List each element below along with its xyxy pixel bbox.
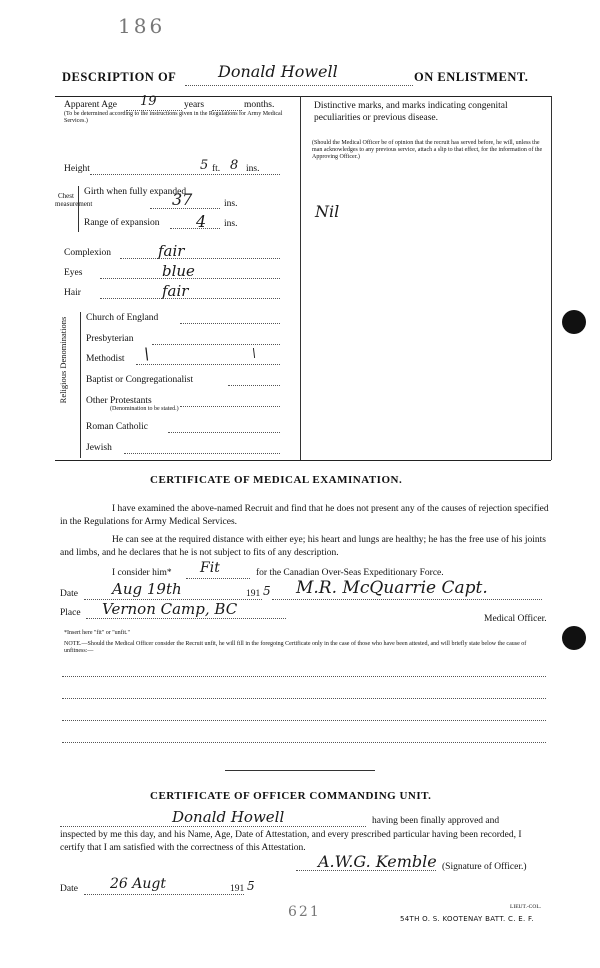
- commanding-officer-signature: A.W.G. Kemble: [318, 852, 437, 871]
- religion-other-protestants: Other Protestants: [86, 396, 152, 406]
- medical-place-label: Place: [60, 608, 81, 618]
- chest-range-label: Range of expansion: [84, 218, 160, 228]
- commanding-date-value: 26 Augt: [110, 876, 166, 892]
- hair-label: Hair: [64, 288, 81, 298]
- chest-girth-label: Girth when fully expanded: [84, 187, 187, 197]
- height-label: Height: [64, 164, 90, 174]
- commanding-paragraph-a: having been finally approved and: [372, 816, 500, 826]
- commanding-certificate-heading: CERTIFICATE OF OFFICER COMMANDING UNIT.: [150, 790, 432, 802]
- commanding-year-digit: 5: [247, 879, 255, 893]
- medical-paragraph-2: He can see at the required distance with either eye; his heart and lungs are healthy; he has the free use of his joints and limbs, and he declares that he is not subject to fits of any description.: [60, 535, 546, 558]
- height-feet-label: ft.: [212, 164, 221, 174]
- chest-measurement-label: Chest measurement: [55, 192, 93, 208]
- medical-year-prefix: 191: [246, 589, 261, 599]
- medical-date-label: Date: [60, 589, 78, 599]
- description-title-left: DESCRIPTION OF: [62, 70, 177, 84]
- chest-range-value: 4: [196, 212, 207, 231]
- religion-methodist-mark-2: \: [252, 346, 257, 360]
- medical-paragraph-1: I have examined the above-named Recruit and find that he does not present any of the causes of rejection specified in the Regulations for Army Medical Services.: [60, 504, 549, 527]
- chest-girth-value: 37: [172, 190, 193, 209]
- binder-hole-top: [562, 310, 586, 334]
- description-title-right: ON ENLISTMENT.: [414, 70, 529, 84]
- battalion-footer: 54TH O. S. KOOTENAY BATT. C. E. F.: [400, 915, 534, 923]
- age-years-label: years: [184, 100, 205, 110]
- chest-range-unit: ins.: [224, 219, 238, 229]
- chest-girth-unit: ins.: [224, 199, 238, 209]
- medical-officer-label: Medical Officer.: [484, 614, 547, 624]
- religion-presbyterian: Presbyterian: [86, 334, 134, 344]
- medical-officer-signature: M.R. McQuarrie Capt.: [296, 578, 488, 598]
- age-months-label: months.: [244, 100, 275, 110]
- commanding-date-label: Date: [60, 884, 78, 894]
- religious-denominations-label: Religious Denominations: [58, 316, 68, 404]
- age-value: 19: [140, 94, 157, 109]
- consider-label: I consider him*: [112, 568, 172, 578]
- consider-force-label: for the Canadian Over-Seas Expeditionary Force.: [256, 568, 444, 578]
- medical-year-digit: 5: [263, 584, 271, 598]
- page-number: 186: [118, 14, 166, 38]
- distinctive-marks-label: Distinctive marks, and marks indicating congenital peculiarities or previous disease.: [314, 101, 508, 123]
- age-note: (To be determined according to the instructions given in the Regulations for Army Medical Services.): [64, 111, 283, 124]
- height-feet-value: 5: [200, 158, 209, 173]
- complexion-label: Complexion: [64, 248, 111, 258]
- complexion-value: fair: [158, 242, 185, 260]
- lieut-col-label: LIEUT.-COL.: [510, 904, 542, 910]
- fitness-value: Fit: [200, 560, 220, 576]
- height-inches-label: ins.: [246, 164, 260, 174]
- religion-baptist: Baptist or Congregationalist: [86, 375, 194, 385]
- insert-fit-note: *Insert here "fit" or "unfit.": [64, 630, 130, 636]
- distinctive-marks-value: Nil: [315, 202, 340, 221]
- commanding-signature-label: (Signature of Officer.): [442, 862, 527, 872]
- religion-roman-catholic: Roman Catholic: [86, 422, 149, 432]
- hair-value: fair: [162, 282, 189, 300]
- height-inches-value: 8: [230, 158, 239, 173]
- eyes-label: Eyes: [64, 268, 83, 278]
- medical-date-value: Aug 19th: [112, 580, 182, 598]
- recruit-name: Donald Howell: [218, 62, 338, 81]
- religion-other-note: (Denomination to be stated.): [110, 406, 179, 412]
- stamp-number: 621: [288, 904, 321, 920]
- commanding-recruit-name: Donald Howell: [172, 808, 285, 826]
- distinctive-marks-note: (Should the Medical Officer be of opinion that the recruit has served before, he will, unless the man acknowledges to any previous service, attach a slip to that effect, for the information of the Approving Officer.): [312, 140, 543, 160]
- medical-certificate-heading: CERTIFICATE OF MEDICAL EXAMINATION.: [150, 474, 403, 486]
- medical-place-value: Vernon Camp, BC: [102, 600, 238, 618]
- medical-note: NOTE.—Should the Medical Officer consider the Recruit unfit, he will fill in the foregoing Certificate only in the case of those who have been attested, and will briefly state below the cause of unfitness:—: [64, 641, 527, 654]
- eyes-value: blue: [162, 262, 195, 280]
- religion-methodist: Methodist: [86, 354, 125, 364]
- commanding-year-prefix: 191: [230, 884, 245, 894]
- commanding-paragraph-b: inspected by me this day, and his Name, Age, Date of Attestation, and every prescribed particular having been recorded, I certify that I am satisfied with the correctness of this Attestation.: [60, 830, 522, 853]
- religion-jewish: Jewish: [86, 443, 112, 453]
- age-label: Apparent Age: [64, 100, 118, 110]
- religion-church-of-england: Church of England: [86, 313, 159, 323]
- binder-hole-bottom: [562, 626, 586, 650]
- religion-methodist-mark: \: [144, 344, 150, 363]
